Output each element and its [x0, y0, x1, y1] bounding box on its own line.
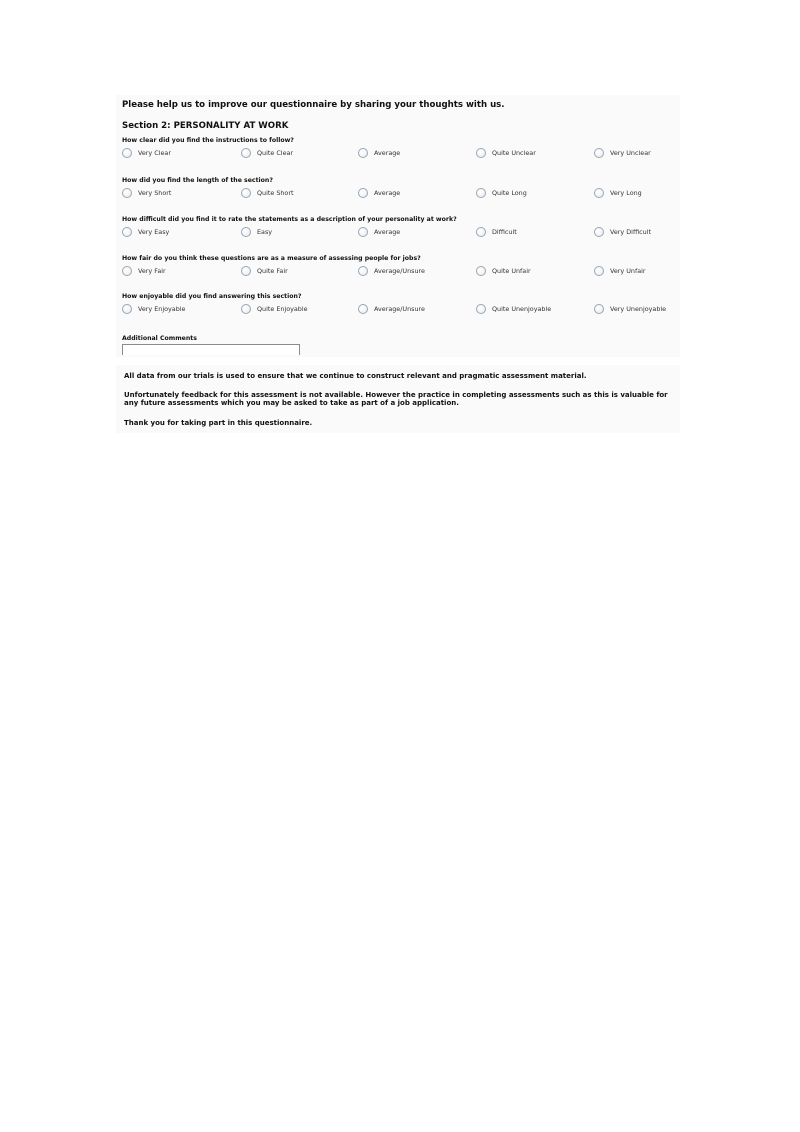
radio-button[interactable]	[594, 148, 604, 158]
answer-option-label: Very Clear	[138, 149, 171, 157]
answer-option[interactable]	[594, 303, 666, 315]
answer-option-label: Difficult	[492, 228, 517, 236]
answer-option-label: Very Unenjoyable	[610, 305, 667, 313]
radio-button[interactable]	[358, 148, 368, 158]
question-label: How enjoyable did you find answering this section?	[122, 293, 302, 300]
radio-button[interactable]	[476, 304, 486, 314]
answer-option[interactable]	[358, 226, 400, 238]
question-block	[122, 177, 674, 211]
answer-option[interactable]	[122, 187, 171, 199]
radio-button[interactable]	[241, 148, 251, 158]
radio-button[interactable]	[122, 188, 132, 198]
radio-button[interactable]	[122, 148, 132, 158]
radio-button[interactable]	[358, 188, 368, 198]
answer-option[interactable]	[476, 303, 551, 315]
questionnaire-panel	[116, 95, 680, 357]
answer-option-label: Quite Fair	[257, 267, 288, 275]
answer-option[interactable]	[122, 147, 171, 159]
answer-option[interactable]	[241, 265, 288, 277]
radio-button[interactable]	[594, 227, 604, 237]
answer-option-label: Quite Short	[257, 189, 294, 197]
radio-button[interactable]	[122, 266, 132, 276]
radio-button[interactable]	[476, 148, 486, 158]
footer-data-usage-text: All data from our trials is used to ensure that we continue to construct relevant and pragmatic assessment material.	[124, 372, 587, 380]
radio-button[interactable]	[476, 266, 486, 276]
radio-button[interactable]	[241, 304, 251, 314]
answer-option[interactable]	[122, 303, 185, 315]
radio-button[interactable]	[476, 227, 486, 237]
answer-option[interactable]	[476, 265, 531, 277]
answer-option-label: Very Unfair	[610, 267, 646, 275]
section-title: Section 2: PERSONALITY AT WORK	[122, 121, 289, 131]
answer-option-label: Very Unclear	[610, 149, 651, 157]
question-block	[122, 255, 674, 289]
additional-comments-input[interactable]	[122, 344, 300, 355]
answer-option[interactable]	[476, 147, 536, 159]
answer-option[interactable]	[358, 147, 400, 159]
footer-feedback-text: Unfortunately feedback for this assessment is not available. However the practice in completing assessments such as this is valuable for any future assessments which you may be asked to take as part of a job application.	[124, 391, 668, 407]
radio-button[interactable]	[241, 227, 251, 237]
answer-option[interactable]	[241, 226, 272, 238]
question-label: How fair do you think these questions are as a measure of assessing people for jobs?	[122, 255, 421, 262]
answer-option-label: Easy	[257, 228, 273, 236]
question-label: How did you find the length of the section?	[122, 177, 273, 184]
answer-option[interactable]	[594, 187, 642, 199]
answer-option-label: Very Long	[610, 189, 642, 197]
answer-option[interactable]	[241, 303, 308, 315]
answer-option-label: Very Short	[138, 189, 172, 197]
answer-option[interactable]	[358, 303, 425, 315]
radio-button[interactable]	[358, 304, 368, 314]
answer-option-label: Quite Enjoyable	[257, 305, 308, 313]
answer-option[interactable]	[476, 187, 527, 199]
radio-button[interactable]	[476, 188, 486, 198]
answer-option-label: Average	[374, 149, 401, 157]
radio-button[interactable]	[358, 266, 368, 276]
radio-button[interactable]	[594, 266, 604, 276]
answer-option-label: Average	[374, 228, 401, 236]
answer-option[interactable]	[241, 147, 293, 159]
radio-button[interactable]	[594, 188, 604, 198]
radio-button[interactable]	[122, 304, 132, 314]
answer-option-label: Quite Long	[492, 189, 527, 197]
radio-button[interactable]	[358, 227, 368, 237]
intro-heading: Please help us to improve our questionnaire by sharing your thoughts with us.	[122, 100, 505, 110]
answer-option[interactable]	[358, 265, 425, 277]
answer-option[interactable]	[594, 265, 646, 277]
answer-option-label: Average/Unsure	[374, 267, 425, 275]
answer-option-label: Quite Unfair	[492, 267, 531, 275]
answer-option[interactable]	[594, 147, 651, 159]
answer-option[interactable]	[358, 187, 400, 199]
radio-button[interactable]	[241, 188, 251, 198]
answer-option-label: Very Enjoyable	[138, 305, 186, 313]
answer-option-label: Very Easy	[138, 228, 170, 236]
answer-option[interactable]	[476, 226, 517, 238]
question-block	[122, 137, 674, 171]
radio-button[interactable]	[122, 227, 132, 237]
additional-comments-label: Additional Comments	[122, 335, 197, 342]
answer-option-label: Quite Unclear	[492, 149, 536, 157]
answer-option[interactable]	[122, 226, 169, 238]
question-block	[122, 216, 674, 250]
answer-option-label: Quite Clear	[257, 149, 294, 157]
question-label: How difficult did you find it to rate the statements as a description of your personality at work?	[122, 216, 457, 223]
answer-option[interactable]	[122, 265, 166, 277]
radio-button[interactable]	[241, 266, 251, 276]
footer-thank-you-text: Thank you for taking part in this questionnaire.	[124, 419, 313, 427]
question-label: How clear did you find the instructions to follow?	[122, 137, 294, 144]
question-block	[122, 293, 674, 327]
answer-option[interactable]	[241, 187, 293, 199]
answer-option-label: Very Difficult	[610, 228, 651, 236]
answer-option[interactable]	[594, 226, 651, 238]
answer-option-label: Quite Unenjoyable	[492, 305, 552, 313]
answer-option-label: Average	[374, 189, 401, 197]
footer-panel	[116, 365, 680, 433]
answer-option-label: Very Fair	[138, 267, 166, 275]
answer-option-label: Average/Unsure	[374, 305, 425, 313]
radio-button[interactable]	[594, 304, 604, 314]
